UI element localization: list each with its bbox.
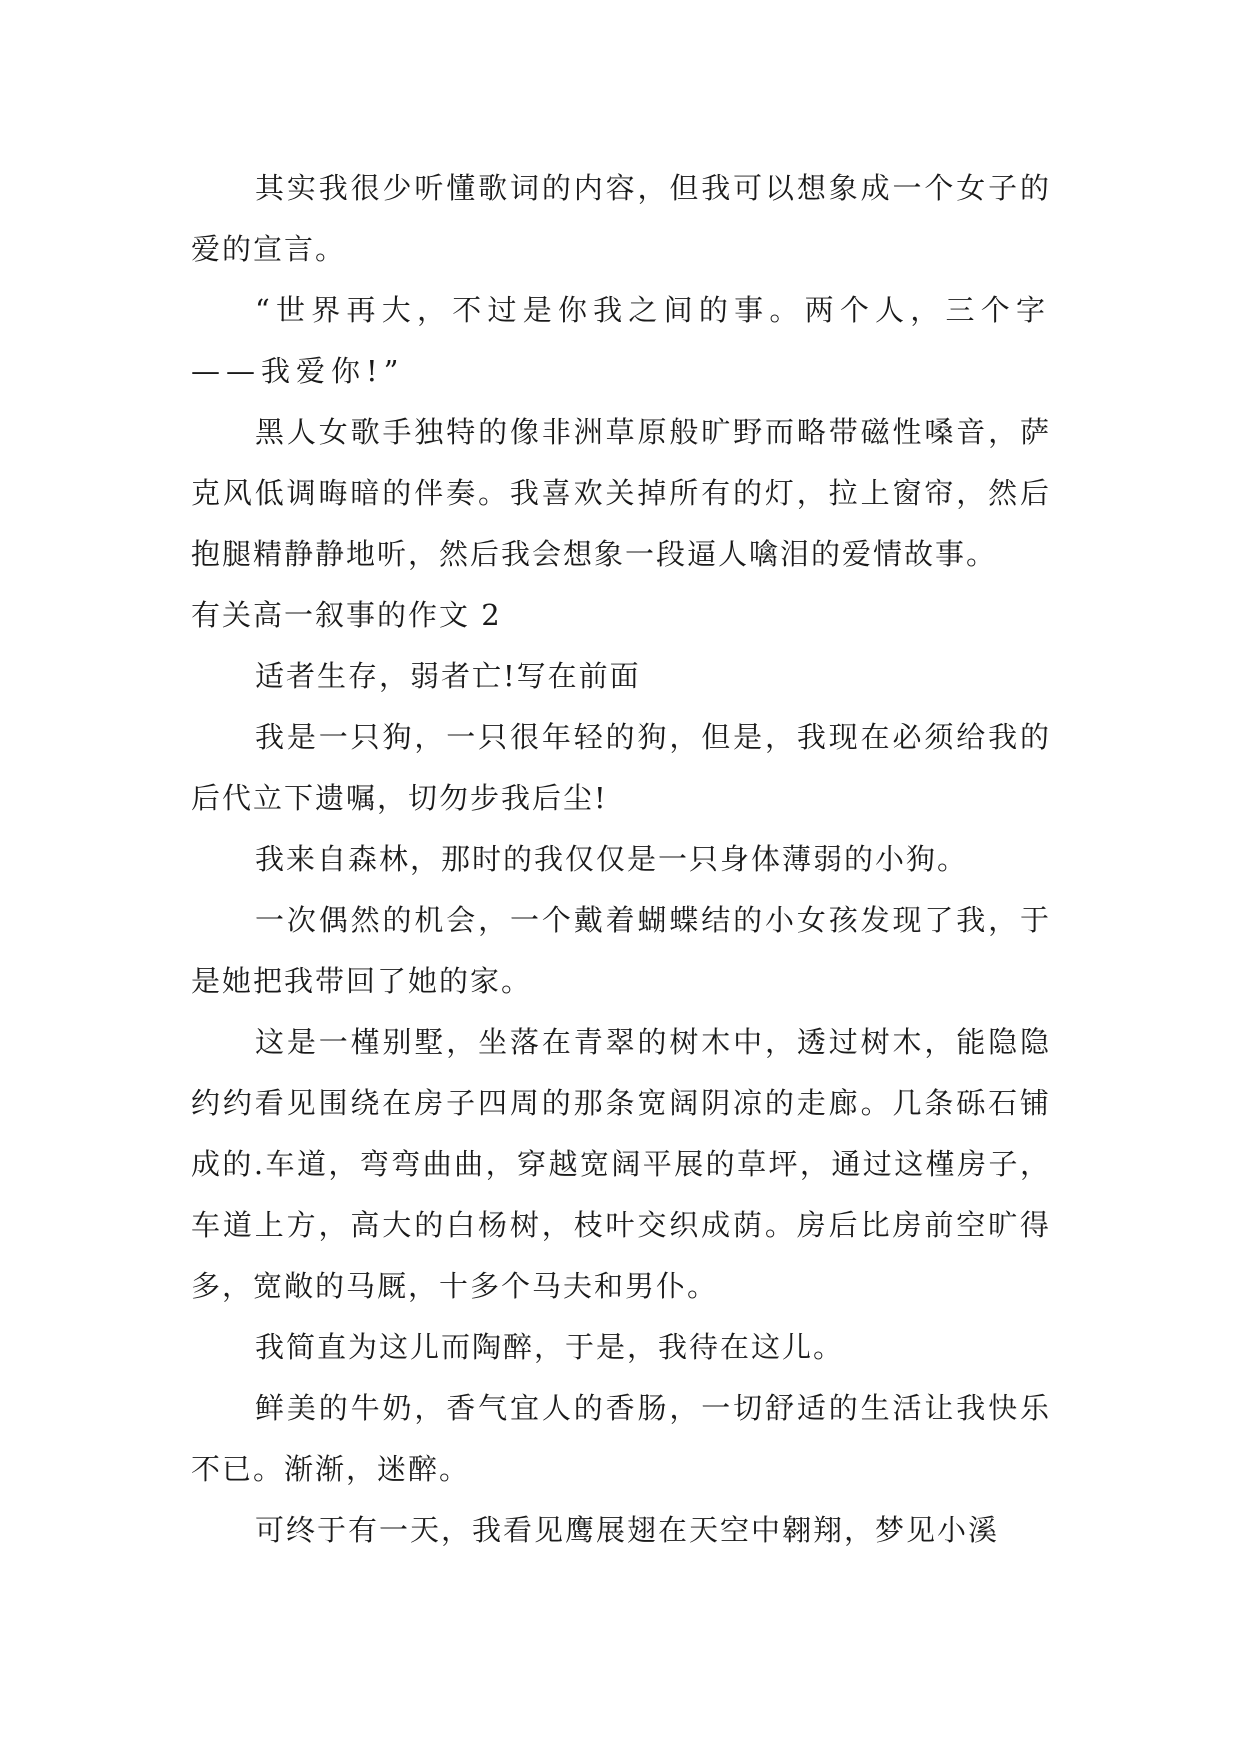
paragraph-singer: 黑人女歌手独特的像非洲草原般旷野而略带磁性嗓音，萨克风低调晦暗的伴奏。我喜欢关掉所有的灯，拉上窗帘，然后抱腿精静静地听，然后我会想象一段逼人噙泪的爱情故事。 [191,415,1051,571]
paragraph-song-lyrics: 其实我很少听懂歌词的内容，但我可以想象成一个女子的爱的宣言。 [191,171,1051,266]
document-body [191,158,1051,1561]
paragraph-girl: 一次偶然的机会，一个戴着蝴蝶结的小女孩发现了我，于是她把我带回了她的家。 [191,903,1051,998]
section-heading: 有关高一叙事的作文 2 [191,598,502,632]
paragraph-forest: 我来自森林，那时的我仅仅是一只身体薄弱的小狗。 [255,842,969,876]
paragraph-dog-intro: 我是一只狗，一只很年轻的狗，但是，我现在必须给我的后代立下遗嘱，切勿步我后尘! [191,720,1051,815]
paragraph-quote: “世界再大，不过是你我之间的事。两个人，三个字——我爱你!” [191,293,1051,388]
paragraph-eagle: 可终于有一天，我看见鹰展翅在天空中翱翔，梦见小溪 [255,1513,1000,1547]
paragraph-preface: 适者生存，弱者亡!写在前面 [255,659,641,693]
paragraph-stay: 我简直为这儿而陶醉，于是，我待在这儿。 [255,1330,845,1364]
paragraph-comfort: 鲜美的牛奶，香气宜人的香肠，一切舒适的生活让我快乐不已。渐渐，迷醉。 [191,1391,1051,1486]
paragraph-villa: 这是一槿别墅，坐落在青翠的树木中，透过树木，能隐隐约约看见围绕在房子四周的那条宽阔阴凉的走廊。几条砾石铺成的.车道，弯弯曲曲，穿越宽阔平展的草坪，通过这槿房子，车道上方，高大的白杨树，枝叶交织成荫。房后比房前空旷得多，宽敞的马厩，十多个马夫和男仆。 [191,1025,1051,1303]
